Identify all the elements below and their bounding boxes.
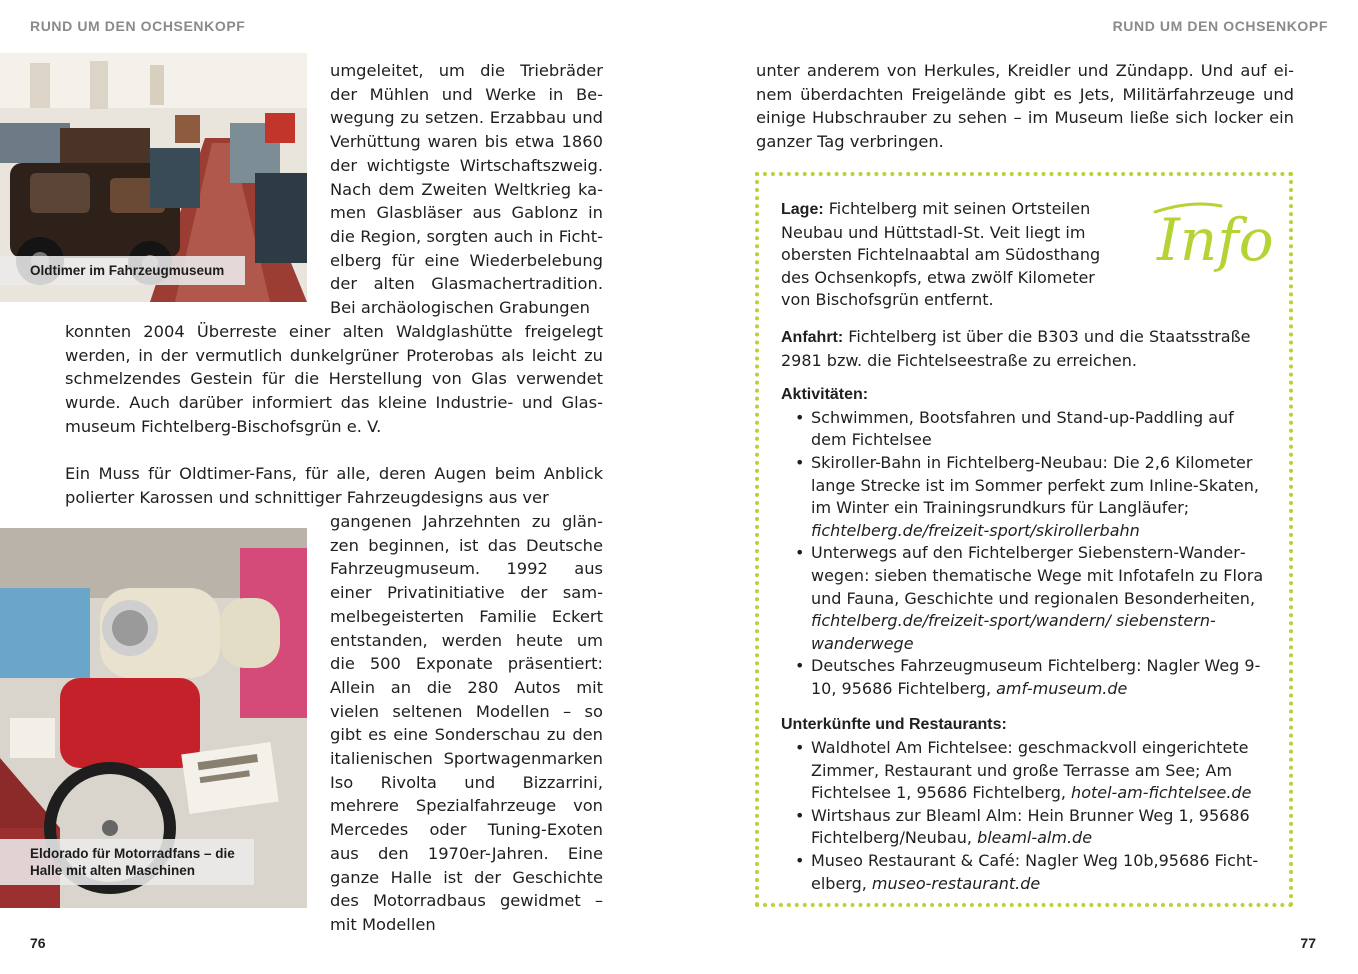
body-text-right — [756, 59, 1294, 154]
info-lage — [781, 198, 1117, 312]
aktivitaeten-list — [781, 407, 1265, 701]
info-logo-text: Info — [1157, 206, 1274, 274]
list-item — [811, 805, 1265, 850]
list-item — [811, 737, 1265, 805]
paragraph: konnten 2004 Überreste einer alten Waldglashütte freigelegt werden, in der vermutlich dunkelgrüner Proterobas als leicht zu schmelzendes Gestein für die Herstellung von Glas verwendet wurde. Auch darüber informiert das kleine Industrie- und Glasmuseum Fichtelberg-Bischofsgrün e. V. — [65, 322, 603, 436]
unterkuenfte-list — [781, 737, 1265, 895]
lage-text: Fichtelberg mit seinen Ortsteilen Neubau und Hüttstadl-St. Veit liegt im obersten Fichtelnaabtal am Südosthang des Ochsenkopfs, etwa zwölf Kilometer von Bischofsgrün entfernt. — [781, 199, 1101, 310]
item-url: museo-restaurant.de — [871, 873, 1041, 893]
list-item — [811, 542, 1265, 655]
paragraph: unter anderem von Herkules, Kreidler und Zündapp. Und auf einem überdachten Freigelände gibt es Jets, Militärfahrzeuge und einige Hubschrauber zu sehen – im Museum ließe sich locker ein ganzer Tag verbringen. — [756, 61, 1294, 152]
lage-label: Lage: — [781, 201, 824, 218]
running-head: RUND UM DEN OCHSENKOPF — [1112, 18, 1328, 34]
aktivitaeten-heading: Aktivitäten: — [781, 386, 869, 404]
item-text: Deutsches Fahrzeugmuseum Fichtelberg: Nagler Weg 9-10, 95686 Fichtelberg, — [811, 656, 1261, 698]
paragraph: gangenen Jahrzehnten zu glänzen beginnen, ist das Deutsche Fahrzeugmuseum. 1992 aus einer Privatinitiative der sammelbegeisterten Familie Eckert entstanden, werden heute um die 500 Exponate präsentiert: Allein an die 280 Autos mit vielen seltenen Modellen – so gibt es eine Sonderschau zu den italienischen Sportwagenmarken Iso Rivolta und Bizzarrini, mehrere Spezialfahrzeuge von Mercedes oder Tuning-Exoten aus den 1970er-Jahren. Eine ganze Halle ist der Geschichte des Motorradbaus gewidmet – mit Modellen — [330, 512, 603, 934]
item-url: fichtelberg.de/freizeit-sport/skirollerbahn — [811, 520, 1140, 540]
page-number: 76 — [30, 935, 46, 951]
caption-text: Oldtimer im Fahrzeugmuseum — [30, 263, 225, 278]
list-item — [811, 655, 1265, 700]
list-item — [811, 850, 1265, 895]
item-text: Skiroller-Bahn in Fichtelberg-Neubau: Die 2,6 Kilometer lange Strecke ist im Sommer perfekt zum Inline-Skaten, im Winter ein Trainingsrundkurs für Langläufer; — [811, 452, 1259, 518]
body-text-full-width — [65, 320, 603, 510]
item-url: amf-museum.de — [996, 678, 1128, 698]
page-number: 77 — [1300, 935, 1316, 951]
item-text: Waldhotel Am Fichtelsee: geschmackvoll eingerichtete Zimmer, Restaurant und große Terrasse am See; Am Fichtelsee 1, 95686 Fichtelberg, — [811, 738, 1249, 803]
paragraph: Ein Muss für Oldtimer-Fans, für alle, deren Augen beim Anblick polierter Karossen und schnittiger Fahrzeugdesigns aus ver — [65, 464, 603, 507]
item-text: Unterwegs auf den Fichtelberger Siebenstern-Wanderwegen: sieben thematische Wege mit Infotafeln zu Flora und Fauna, Geschichte und regionalen Besonderheiten, — [811, 543, 1264, 608]
anfahrt-text: Fichtelberg ist über die B303 und die Staatsstraße 2981 bzw. die Fichtelseestraße zu erreichen. — [781, 326, 1251, 370]
running-head: RUND UM DEN OCHSENKOPF — [30, 18, 246, 34]
list-item — [811, 407, 1265, 452]
item-url: fichtelberg.de/freizeit-sport/wandern/ siebenstern-wanderwege — [811, 611, 1216, 653]
item-url: bleaml-alm.de — [977, 828, 1093, 848]
item-text: Wirtshaus zur Bleaml Alm: Hein Brunner Weg 1, 95686 Fichtelberg/Neubau, — [811, 805, 1250, 848]
photo-caption — [0, 839, 254, 885]
unterkuenfte-heading: Unterkünfte und Restaurants: — [781, 716, 1007, 734]
photo-caption — [0, 256, 245, 285]
body-text-column-1 — [330, 59, 603, 320]
item-url: hotel-am-fichtelsee.de — [1071, 783, 1252, 803]
paragraph: umgeleitet, um die Triebräder der Mühlen und Werke in Bewegung zu setzen. Erzabbau und Verhüttung waren bis etwa 1860 der wichtigste Wirtschaftszweig. Nach dem Zweiten Weltkrieg kamen Glasbläser aus Gablonz in die Region, sorgten auch in Fichtelberg für eine Wiederbelebung der alten Glasmachertradition. Bei archäologischen Grabungen — [330, 61, 603, 318]
item-text: Schwimmen, Bootsfahren und Stand-up-Paddling auf dem Fichtelsee — [811, 407, 1234, 450]
item-text: Museo Restaurant & Café: Nagler Weg 10b,95686 Fichtelberg, — [811, 851, 1259, 893]
info-anfahrt — [781, 326, 1265, 372]
list-item — [811, 452, 1265, 542]
info-box — [755, 172, 1293, 907]
caption-text: Eldorado für Motorradfans – die — [30, 846, 235, 861]
caption-text: Halle mit alten Maschinen — [30, 863, 196, 878]
anfahrt-label: Anfahrt: — [781, 328, 844, 346]
body-text-column-2 — [330, 510, 603, 937]
info-logo — [1151, 192, 1279, 288]
